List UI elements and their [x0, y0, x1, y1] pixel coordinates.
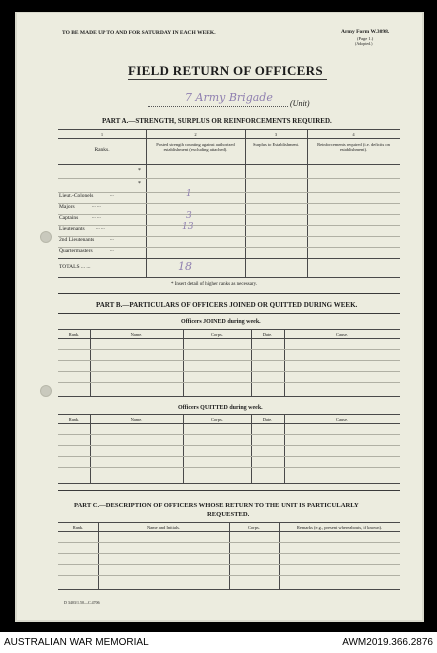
- footer-accession-number: AWM2019.366.2876: [342, 637, 433, 648]
- part-a-totals-line: [58, 258, 400, 259]
- joined-row-line: [58, 371, 400, 372]
- part-c-col-rank: Rank.: [72, 525, 84, 530]
- top-note: TO BE MADE UP TO AND FOR SATURDAY IN EACH WEEK.: [62, 30, 216, 36]
- part-b-top-rule: [58, 293, 400, 294]
- form-number: Army Form W.3098.: [341, 29, 390, 35]
- part-c-divider: [229, 523, 230, 589]
- quitted-title: Officers QUITTED during week.: [178, 405, 263, 411]
- part-c-heading-line2: REQUESTED.: [207, 511, 250, 518]
- quitted-divider: [183, 415, 184, 483]
- quitted-divider: [251, 415, 252, 483]
- quitted-col-corps: Corps.: [211, 417, 223, 422]
- part-c-col-name: Name and Initials.: [146, 525, 181, 530]
- joined-divider: [183, 330, 184, 396]
- totals-value: 18: [178, 260, 192, 273]
- quitted-row-line: [58, 434, 400, 435]
- page-number: (Page 1.): [357, 36, 374, 41]
- rank-dots: ... ...: [92, 215, 101, 220]
- joined-divider: [251, 330, 252, 396]
- col-number-1: 1: [100, 132, 104, 137]
- part-c-header-line: [58, 531, 400, 532]
- part-c-divider: [98, 523, 99, 589]
- joined-col-corps: Corps.: [211, 332, 223, 337]
- part-c-row-line: [58, 564, 400, 565]
- quitted-row-line: [58, 445, 400, 446]
- part-c-col-remarks: Remarks (e.g., present whereabouts, if known).: [296, 525, 383, 530]
- rank-dots: ...: [110, 248, 114, 253]
- title-underline: [128, 79, 327, 80]
- part-a-number-row-line: [58, 138, 400, 139]
- joined-row-line: [58, 382, 400, 383]
- part-c-heading-line1: PART C.—DESCRIPTION OF OFFICERS WHOSE RETURN TO THE UNIT IS PARTICULARLY: [74, 502, 359, 509]
- posted-lieutenants: 13: [182, 222, 194, 232]
- rank-2nd-lieutenants: 2nd Lieutenants: [59, 237, 95, 243]
- part-a-row-line: [58, 203, 400, 204]
- header-reinforcements: Reinforcements required (i.e. deficits on establishment).: [317, 142, 390, 152]
- asterisk-1: *: [138, 168, 141, 174]
- posted-captains: 3: [186, 211, 192, 221]
- footer-bar: [0, 632, 437, 653]
- part-a-footnote: * Insert detail of higher ranks as necessary.: [171, 282, 258, 287]
- print-code: D 3403/1.50—C.4706: [64, 600, 100, 605]
- rank-lieut-colonels: Lieut.-Colonels: [59, 193, 94, 199]
- joined-col-rank: Rank.: [68, 332, 80, 337]
- asterisk-2: *: [138, 181, 141, 187]
- part-c-col-corps: Corps.: [248, 525, 260, 530]
- unit-line: [148, 106, 288, 108]
- part-c-top-rule: [58, 490, 400, 491]
- adopted-note: (Adopted.): [355, 41, 373, 46]
- joined-title: Officers JOINED during week.: [181, 319, 261, 325]
- totals-label: TOTALS ... ...: [59, 264, 91, 270]
- joined-col-name: Name.: [130, 332, 143, 337]
- punch-hole-bottom: [40, 385, 52, 397]
- header-posted: Posted strength counting against authorized establishment (excluding attached).: [156, 142, 235, 152]
- part-b-sub-rule: [58, 313, 400, 314]
- part-b-heading: PART B.—PARTICULARS OF OFFICERS JOINED OR QUITTED DURING WEEK.: [96, 301, 358, 309]
- header-ranks: Ranks.: [94, 147, 110, 153]
- quitted-col-date: Date.: [262, 417, 273, 422]
- col-number-4: 4: [352, 132, 355, 137]
- joined-row-line: [58, 349, 400, 350]
- part-a-row-line: [58, 178, 400, 179]
- part-c-table: [58, 522, 400, 590]
- rank-quartermasters: Quartermasters: [59, 248, 93, 254]
- quitted-col-rank: Rank.: [68, 417, 80, 422]
- part-a-heading: PART A.—STRENGTH, SURPLUS OR REINFORCEMENTS REQUIRED.: [102, 117, 332, 125]
- part-a-header-line: [58, 164, 400, 165]
- unit-handwritten: 7 Army Brigade: [185, 91, 273, 104]
- part-c-row-line: [58, 553, 400, 554]
- posted-lieut-colonels: 1: [186, 189, 192, 199]
- quitted-header-line: [58, 423, 400, 424]
- footer-institution: AUSTRALIAN WAR MEMORIAL: [4, 637, 149, 648]
- joined-divider: [90, 330, 91, 396]
- rank-lieutenants: Lieutenants: [59, 226, 85, 232]
- part-c-row-line: [58, 542, 400, 543]
- joined-divider: [284, 330, 285, 396]
- quitted-divider: [90, 415, 91, 483]
- joined-table: [58, 329, 400, 397]
- rank-dots: ... ...: [92, 204, 101, 209]
- col-number-2: 2: [194, 132, 197, 137]
- quitted-row-line: [58, 456, 400, 457]
- quitted-col-cause: Cause.: [335, 417, 349, 422]
- form-title: FIELD RETURN OF OFFICERS: [128, 63, 323, 78]
- rank-dots: ...: [110, 237, 114, 242]
- part-c-divider: [279, 523, 280, 589]
- part-a-table: [58, 129, 400, 278]
- rank-captains: Captains: [59, 215, 79, 221]
- joined-header-line: [58, 338, 400, 339]
- punch-hole-top: [40, 231, 52, 243]
- rank-majors: Majors: [59, 204, 75, 210]
- quitted-col-name: Name.: [130, 417, 143, 422]
- quitted-row-line: [58, 467, 400, 468]
- part-a-row-line: [58, 214, 400, 215]
- header-surplus: Surplus to Establishment.: [252, 142, 300, 147]
- part-c-row-line: [58, 575, 400, 576]
- rank-dots: ... ...: [96, 226, 105, 231]
- quitted-table: [58, 414, 400, 484]
- unit-label: (Unit): [290, 99, 310, 108]
- joined-col-cause: Cause.: [335, 332, 349, 337]
- rank-dots: ...: [110, 193, 114, 198]
- quitted-divider: [284, 415, 285, 483]
- col-number-3: 3: [274, 132, 278, 137]
- joined-row-line: [58, 360, 400, 361]
- joined-col-date: Date.: [262, 332, 273, 337]
- part-a-row-line: [58, 225, 400, 226]
